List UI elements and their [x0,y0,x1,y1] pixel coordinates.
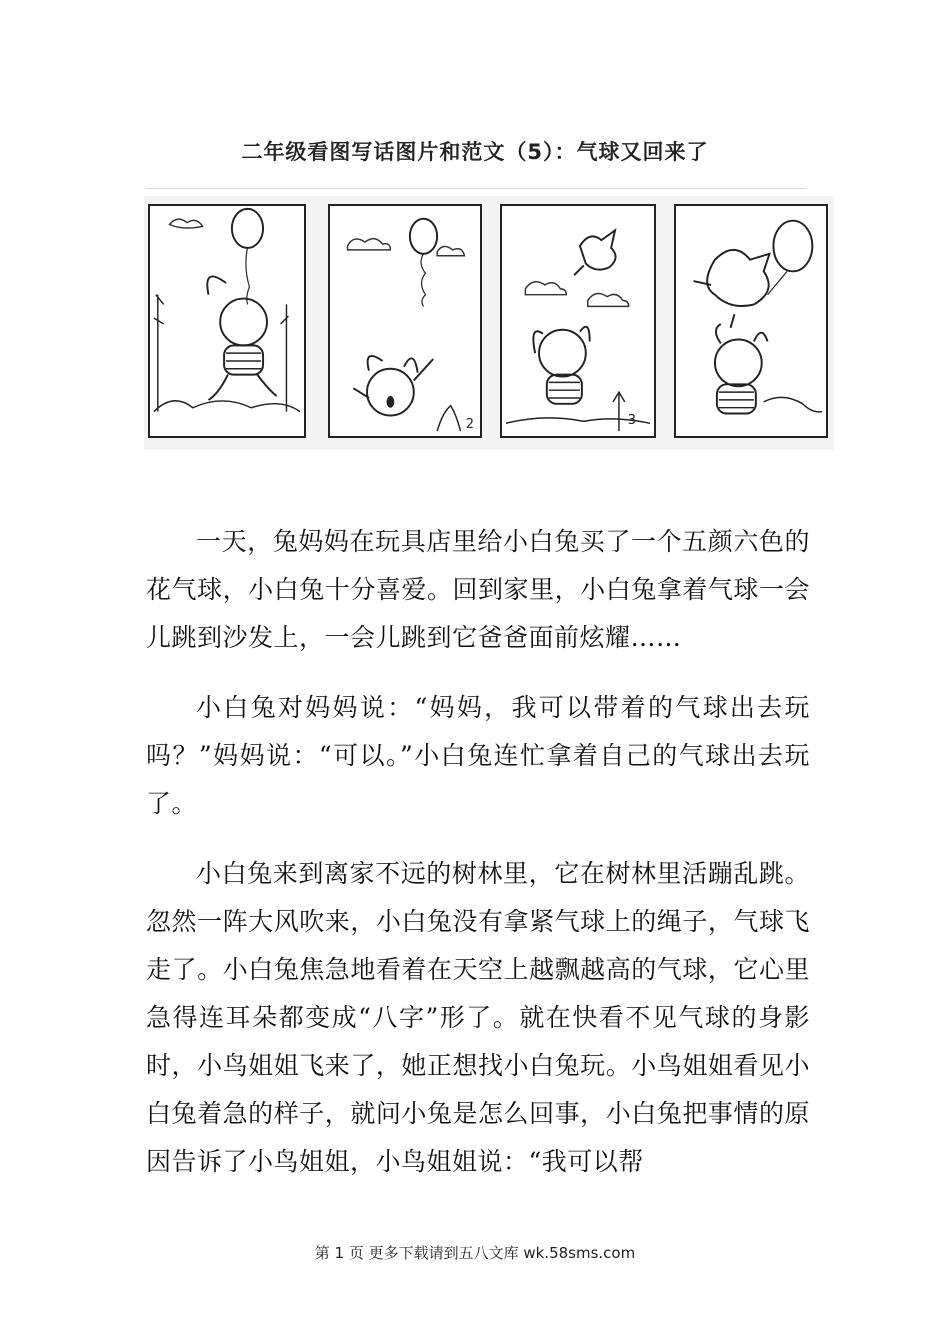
paragraph: 一天，兔妈妈在玩具店里给小白兔买了一个五颜六色的花气球，小白兔十分喜爱。回到家里，小白兔拿着气球一会儿跳到沙发上，一会儿跳到它爸爸面前炫耀…… [146,527,810,652]
comic-panel-1 [148,204,306,438]
bird-arrives-illustration [502,206,654,436]
bird-returns-balloon-illustration [676,206,826,436]
comic-panel-2 [328,204,482,438]
panel-number-3: 3 [627,413,636,428]
paragraph: 小白兔来到离家不远的树林里，它在树林里活蹦乱跳。忽然一阵大风吹来，小白兔没有拿紧气球上的绳子，气球飞走了。小白兔焦急地看着在天空上越飘越高的气球，它心里急得连耳朵都变成“八字”形了。就在快看不见气球的身影时，小鸟姐姐飞来了，她正想找小白兔玩。小鸟姐姐看见小白兔着急的样子，就问小兔是怎么回事，小白兔把事情的原因告诉了小鸟姐姐，小鸟姐姐说：“我可以帮 [146,859,810,1176]
paragraph: 小白兔对妈妈说：“妈妈，我可以带着的气球出去玩吗？”妈妈说：“可以。”小白兔连忙拿着自己的气球出去玩了。 [146,693,810,818]
comic-strip [144,196,834,450]
comic-panel-3 [500,204,656,438]
panel-number-2: 2 [465,417,474,432]
comic-panel-4 [674,204,828,438]
essay-body [146,518,810,1208]
rabbit-holding-balloon-illustration [150,206,304,436]
balloon-flying-away-illustration [330,206,480,436]
document-title: 二年级看图写话图片和范文（5）：气球又回来了 [241,140,709,164]
title-divider [146,188,806,189]
page-footer: 第 1 页 更多下载请到五八文库 wk.58sms.com [314,1244,636,1262]
